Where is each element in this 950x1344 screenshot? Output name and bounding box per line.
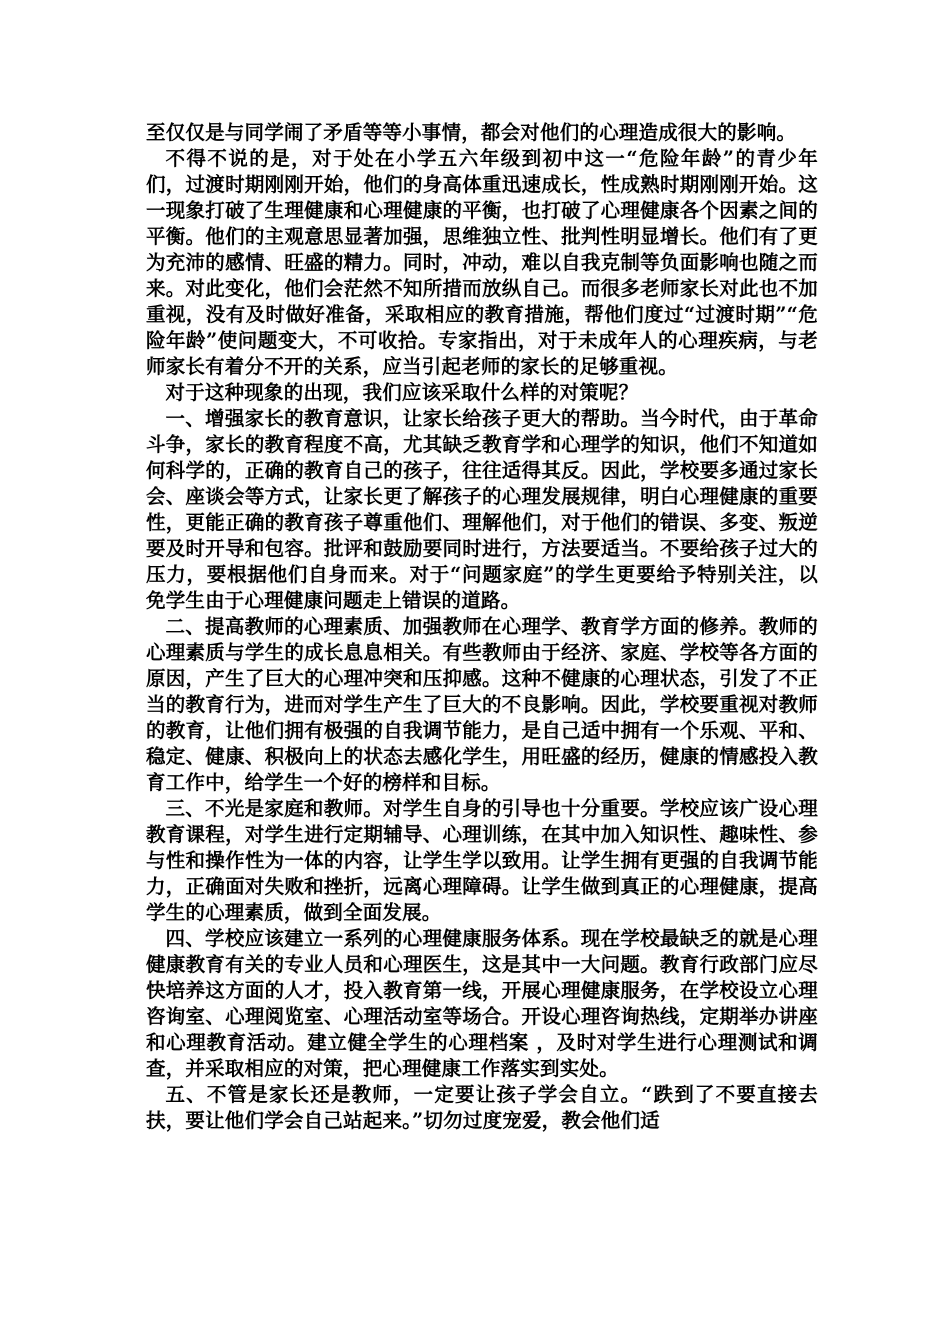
paragraph-point-four: 四、学校应该建立一系列的心理健康服务体系。现在学校最缺乏的就是心理健康教育有关的专业人员和心理医生，这是其中一大问题。教育行政部门应尽快培养这方面的人才，投入教育第一线，开展心理健康服务，在学校设立心理咨询室、心理阅览室、心理活动室等场合。开设心理咨询热线，定期举办讲座和心理教育活动。建立健全学生的心理档案 ，及时对学生进行心理测试和调查，并采取相应的对策，把心理健康工作落实到实处。 [146,927,818,1080]
paragraph-danger-age: 不得不说的是，对于处在小学五六年级到初中这一“危险年龄”的青少年们，过渡时期刚刚开始，他们的身高体重迅速成长，性成熟时期刚刚开始。这一现象打破了生理健康和心理健康的平衡，也打破了心理健康各个因素之间的平衡。他们的主观意思显著加强，思维独立性、批判性明显增长。他们有了更为充沛的感情、旺盛的精力。同时，冲动，难以自我克制等负面影响也随之而来。对此变化，他们会茫然不知所措而放纵自己。而很多老师家长对此也不加重视，没有及时做好准备，采取相应的教育措施，帮他们度过“过渡时期”“危险年龄”使问题变大，不可收拾。专家指出，对于未成年人的心理疾病，与老师家长有着分不开的关系，应当引起老师的家长的足够重视。 [146,147,818,378]
paragraph-point-one: 一、增强家长的教育意识，让家长给孩子更大的帮助。当今时代，由于革命斗争，家长的教育程度不高，尤其缺乏教育学和心理学的知识，他们不知道如何科学的，正确的教育自己的孩子，往往适得其反。因此，学校要多通过家长会、座谈会等方式，让家长更了解孩子的心理发展规律，明白心理健康的重要性，更能正确的教育孩子尊重他们、理解他们，对于他们的错误、多变、叛逆要及时开导和包容。批评和鼓励要同时进行，方法要适当。不要给孩子过大的压力，要根据他们自身而来。对于“问题家庭”的学生更要给予特别关注，以免学生由于心理健康问题走上错误的道路。 [146,407,818,612]
paragraph-countermeasure-question: 对于这种现象的出现，我们应该采取什么样的对策呢？ [165,381,639,404]
paragraph-point-two: 二、提高教师的心理素质、加强教师在心理学、教育学方面的修养。教师的心理素质与学生的成长息息相关。有些教师由于经济、家庭、学校等各方面的原因，产生了巨大的心理冲突和压抑感。这种不健康的心理状态，引发了不正当的教育行为，进而对学生产生了巨大的不良影响。因此，学校要重视对教师的教育，让他们拥有极强的自我调节能力，是自己适中拥有一个乐观、平和、稳定、健康、积极向上的状态去感化学生，用旺盛的经历，健康的情感投入教育工作中，给学生一个好的榜样和目标。 [146,615,818,794]
paragraph-continuation: 至仅仅是与同学闹了矛盾等等小事情，都会对他们的心理造成很大的影响。 [146,121,797,144]
paragraph-point-three: 三、不光是家庭和教师。对学生自身的引导也十分重要。学校应该广设心理教育课程，对学生进行定期辅导、心理训练，在其中加入知识性、趣味性、参与性和操作性为一体的内容，让学生学以致用。让学生拥有更强的自我调节能力，正确面对失败和挫折，远离心理障碍。让学生做到真正的心理健康，提高学生的心理素质，做到全面发展。 [146,797,818,924]
paragraph-point-five: 五、不管是家长还是教师，一定要让孩子学会自立。“跌到了不要直接去扶，要让他们学会自己站起来。”切勿过度宠爱，教会他们适 [146,1083,818,1132]
document-body [146,120,818,1134]
